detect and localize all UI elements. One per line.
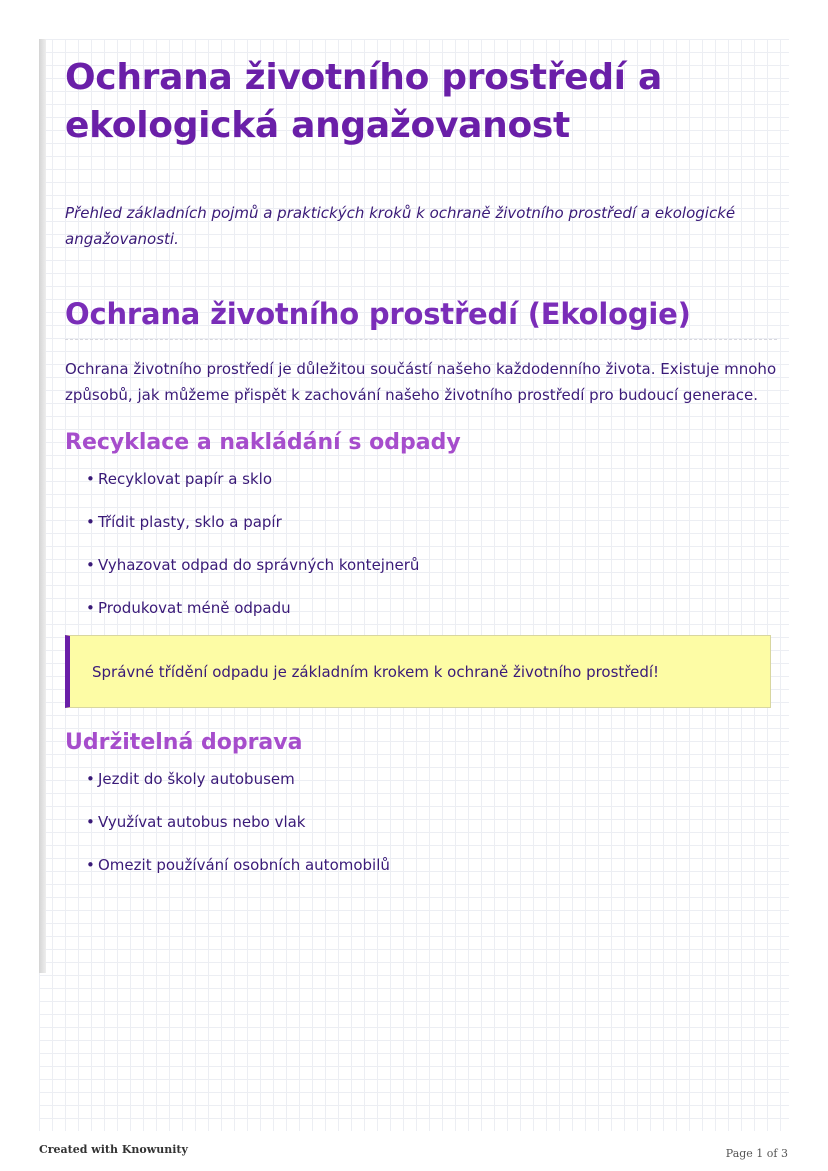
list-item: • Třídit plasty, sklo a papír — [86, 513, 282, 531]
highlight-callout — [65, 635, 771, 708]
bullet-icon: • — [86, 770, 95, 788]
bullet-icon: • — [86, 813, 95, 831]
document-content — [65, 54, 777, 876]
list-item: • Recyklovat papír a sklo — [86, 470, 272, 488]
highlight-text: Správné třídění odpadu je základním krokem k ochraně životního prostředí! — [92, 662, 660, 681]
transport-list — [65, 768, 777, 876]
footer-page-indicator: Page 1 of 3 — [725, 1147, 788, 1160]
list-item: • Vyhazovat odpad do správných kontejnerů — [86, 556, 420, 574]
section-title: Ochrana životního prostředí (Ekologie) — [65, 295, 777, 340]
recycling-list — [65, 468, 777, 619]
document-subtitle: Přehled základních pojmů a praktických kroků k ochraně životního prostředí a ekologické angažovanosti. — [65, 204, 736, 248]
bullet-icon: • — [86, 470, 95, 488]
footer-created-with: Created with Knowunity — [39, 1143, 188, 1156]
bullet-icon: • — [86, 513, 95, 531]
recycling-heading: Recyklace a nakládání s odpady — [65, 430, 461, 455]
list-item: • Využívat autobus nebo vlak — [86, 813, 306, 831]
transport-heading: Udržitelná doprava — [65, 730, 303, 755]
list-item: • Jezdit do školy autobusem — [86, 770, 295, 788]
bullet-icon: • — [86, 599, 95, 617]
bullet-icon: • — [86, 856, 95, 874]
list-item: • Produkovat méně odpadu — [86, 599, 291, 617]
list-item: • Omezit používání osobních automobilů — [86, 856, 390, 874]
document-title: Ochrana životního prostředí a ekologická angažovanost — [65, 57, 662, 146]
bullet-icon: • — [86, 556, 95, 574]
section-intro: Ochrana životního prostředí je důležitou součástí našeho každodenního života. Existuje mnoho způsobů, jak můžeme přispět k zachování našeho životního prostředí pro budoucí generace. — [65, 360, 777, 404]
left-accent-bar — [39, 39, 46, 973]
